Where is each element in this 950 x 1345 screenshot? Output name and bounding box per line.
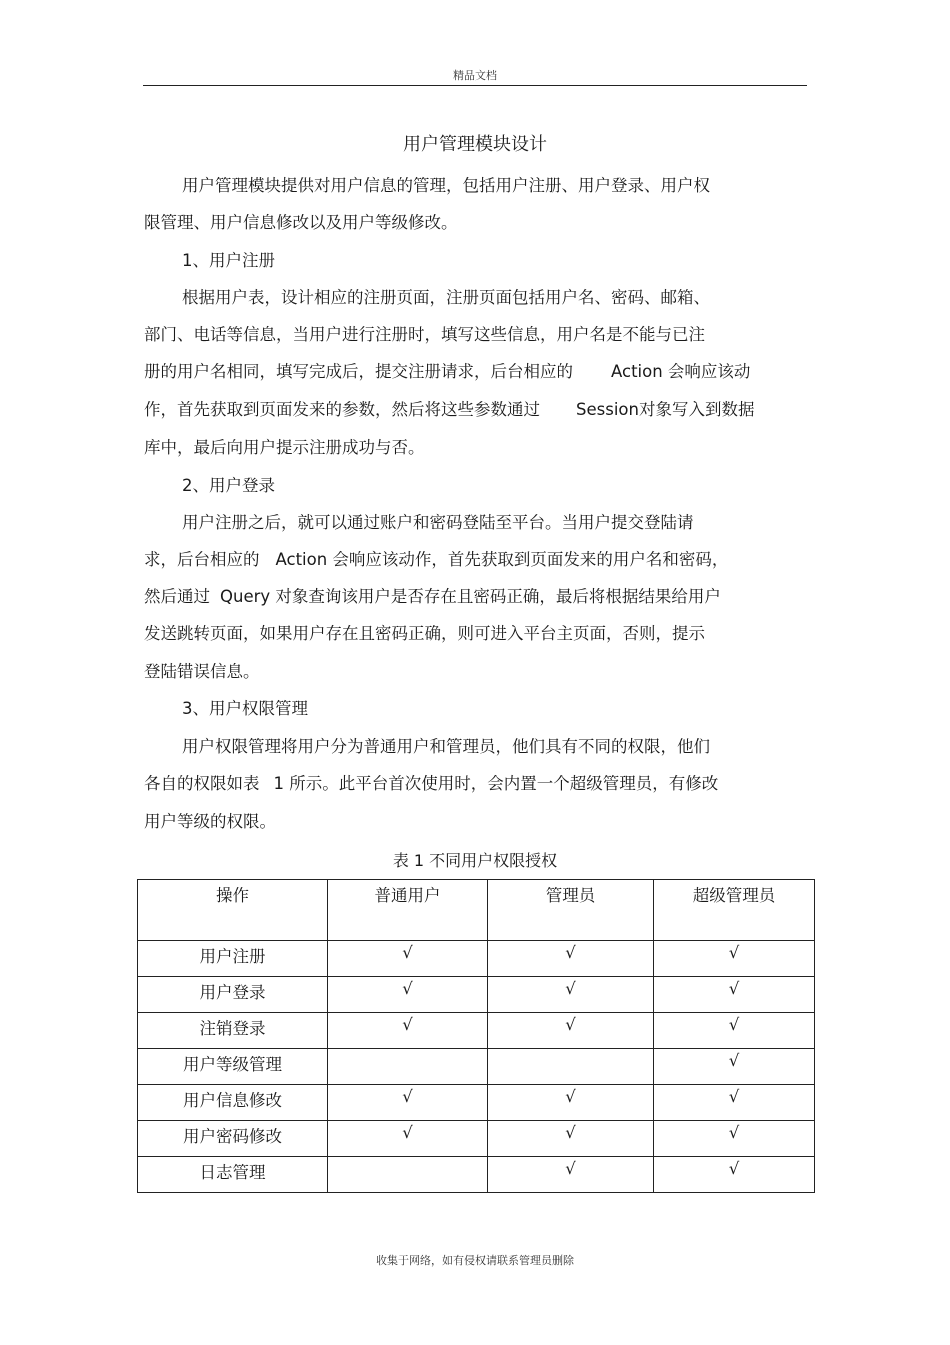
paragraph-line: 用户等级的权限。 (144, 812, 276, 831)
table-row (138, 941, 815, 977)
operation-cell: 日志管理 (138, 1157, 328, 1193)
text-segment: Session对象写入到数据 (576, 400, 755, 419)
page-header: 精品文档 (453, 69, 497, 82)
permission-cell: √ (328, 977, 488, 1013)
permission-cell (328, 1157, 488, 1193)
table-row (138, 1157, 815, 1193)
paragraph-line: 用户注册之后，就可以通过账户和密码登陆至平台。当用户提交登陆请 (182, 513, 694, 532)
text-segment: Query 对象查询该用户是否存在且密码正确，最后将根据结果给用户 (220, 587, 721, 606)
operation-cell: 注销登录 (138, 1013, 328, 1049)
section-heading: 3、用户权限管理 (182, 699, 308, 718)
operation-cell: 用户信息修改 (138, 1085, 328, 1121)
operation-cell: 用户密码修改 (138, 1121, 328, 1157)
table-caption: 表 1 不同用户权限授权 (392, 851, 558, 870)
paragraph-line: 用户管理模块提供对用户信息的管理，包括用户注册、用户登录、用户权 (182, 176, 710, 195)
table-row (138, 1121, 815, 1157)
paragraph-line (144, 586, 721, 608)
table-row (138, 1013, 815, 1049)
page-footer: 收集于网络，如有侵权请联系管理员删除 (376, 1254, 574, 1267)
permission-cell: √ (488, 1085, 654, 1121)
paragraph-line: 部门、电话等信息，当用户进行注册时，填写这些信息，用户名是不能与已注 (144, 325, 705, 344)
operation-cell: 用户登录 (138, 977, 328, 1013)
table-row (138, 1085, 815, 1121)
column-header: 普通用户 (328, 880, 488, 941)
document-title: 用户管理模块设计 (403, 134, 547, 155)
paragraph-line: 库中，最后向用户提示注册成功与否。 (144, 438, 425, 457)
permission-cell: √ (328, 1085, 488, 1121)
permission-cell: √ (488, 1121, 654, 1157)
section-heading: 2、用户登录 (182, 476, 275, 495)
paragraph-line (144, 549, 728, 571)
permission-cell: √ (654, 1085, 815, 1121)
paragraph-line (144, 399, 754, 421)
permission-cell: √ (488, 977, 654, 1013)
text-segment: 各自的权限如表 (144, 774, 260, 793)
text-segment: Action 会响应该动 (611, 362, 751, 381)
column-header: 管理员 (488, 880, 654, 941)
permission-cell: √ (488, 1013, 654, 1049)
permission-cell: √ (488, 941, 654, 977)
permission-cell: √ (328, 1121, 488, 1157)
column-header: 操作 (138, 880, 328, 941)
permission-table (137, 879, 815, 1193)
text-segment: 1 所示。此平台首次使用时，会内置一个超级管理员，有修改 (273, 774, 719, 793)
text-segment: 册的用户名相同，填写完成后，提交注册请求，后台相应的 (144, 362, 573, 381)
header-rule (143, 85, 807, 86)
permission-cell: √ (328, 941, 488, 977)
paragraph-line: 登陆错误信息。 (144, 662, 260, 681)
text-segment: Action 会响应该动作，首先获取到页面发来的用户名和密码， (275, 550, 729, 569)
paragraph-line (144, 361, 750, 383)
permission-cell: √ (654, 941, 815, 977)
table-row (138, 1049, 815, 1085)
permission-cell: √ (654, 1157, 815, 1193)
permission-cell (328, 1049, 488, 1085)
paragraph-line: 用户权限管理将用户分为普通用户和管理员，他们具有不同的权限，他们 (182, 737, 710, 756)
operation-cell: 用户注册 (138, 941, 328, 977)
text-segment: 作，首先获取到页面发来的参数，然后将这些参数通过 (144, 400, 540, 419)
column-header: 超级管理员 (654, 880, 815, 941)
section-heading: 1、用户注册 (182, 251, 275, 270)
text-segment: 求，后台相应的 (144, 550, 260, 569)
permission-cell: √ (488, 1157, 654, 1193)
permission-cell: √ (654, 1121, 815, 1157)
table-header-row (138, 880, 815, 941)
paragraph-line (144, 773, 718, 795)
permission-cell (488, 1049, 654, 1085)
paragraph-line: 限管理、用户信息修改以及用户等级修改。 (144, 213, 458, 232)
permission-cell: √ (654, 1049, 815, 1085)
permission-cell: √ (654, 977, 815, 1013)
paragraph-line: 根据用户表，设计相应的注册页面，注册页面包括用户名、密码、邮箱、 (182, 288, 710, 307)
operation-cell: 用户等级管理 (138, 1049, 328, 1085)
table-row (138, 977, 815, 1013)
paragraph-line: 发送跳转页面，如果用户存在且密码正确，则可进入平台主页面，否则，提示 (144, 624, 705, 643)
permission-cell: √ (328, 1013, 488, 1049)
permission-cell: √ (654, 1013, 815, 1049)
text-segment: 然后通过 (144, 587, 210, 606)
